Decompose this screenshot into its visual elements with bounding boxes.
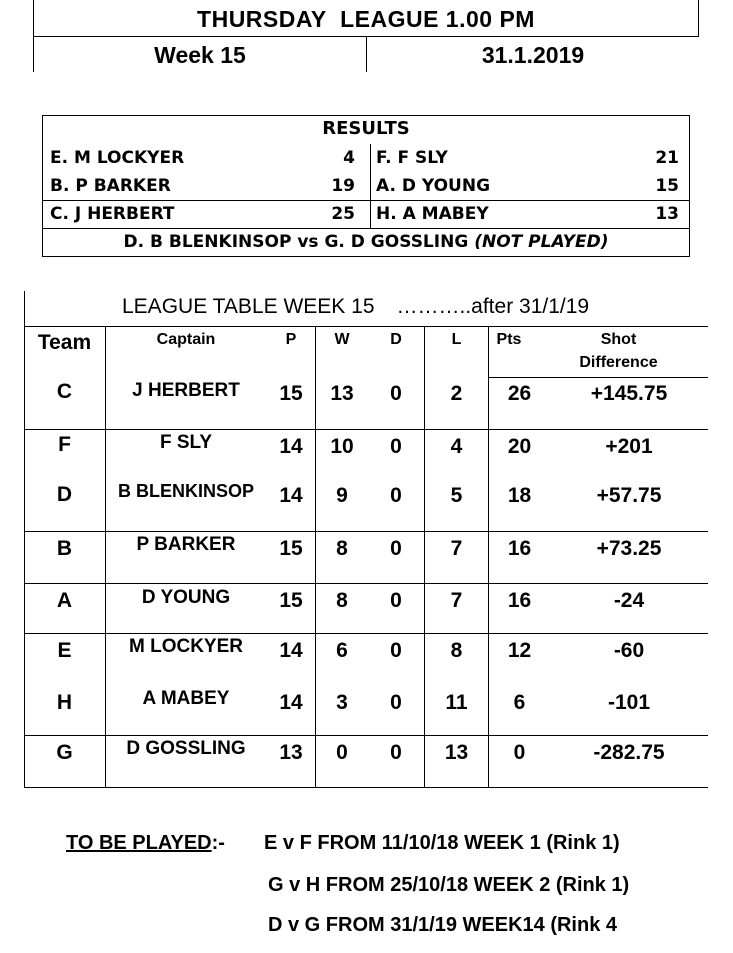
- result-row: [43, 200, 689, 228]
- result-left-score: 25: [331, 204, 355, 224]
- team-cell: B: [56, 537, 73, 560]
- won-cell: 10: [330, 435, 354, 458]
- results-box: [42, 115, 690, 257]
- table-rule: [24, 633, 708, 634]
- diff-cell: -101: [607, 691, 651, 714]
- team-cell: H: [56, 691, 73, 714]
- diff-cell: -60: [613, 639, 645, 662]
- played-cell: 14: [279, 691, 303, 714]
- points-cell: 20: [507, 435, 532, 458]
- team-cell: D: [56, 483, 73, 506]
- captain-cell: J HERBERT: [132, 380, 240, 401]
- not-played-match: [43, 228, 689, 256]
- header-box: [33, 0, 699, 72]
- league-table-title: [122, 295, 589, 319]
- points-cell: 26: [507, 382, 532, 405]
- diff-cell: +145.75: [590, 382, 668, 405]
- drawn-cell: 0: [390, 537, 402, 560]
- team-cell: G: [56, 741, 73, 764]
- won-cell: 8: [336, 537, 348, 560]
- lost-cell: 8: [450, 639, 463, 662]
- week-label: Week 15: [154, 42, 246, 68]
- result-right-score: 21: [655, 148, 679, 168]
- result-right-team: A. D YOUNG: [376, 176, 491, 196]
- diff-cell: -282.75: [593, 741, 665, 764]
- results-rule: [43, 200, 689, 201]
- table-rule: [24, 787, 708, 788]
- result-right-score: 13: [655, 204, 679, 224]
- drawn-cell: 0: [390, 589, 402, 612]
- drawn-cell: 0: [390, 741, 402, 764]
- result-left-score: 4: [343, 148, 355, 168]
- captain-cell: F SLY: [159, 432, 213, 453]
- header-drawn: D: [390, 331, 402, 348]
- captain-cell: D YOUNG: [141, 587, 231, 608]
- result-left-score: 19: [331, 176, 355, 196]
- played-cell: 13: [279, 741, 303, 764]
- result-right-team: H. A MABEY: [376, 204, 489, 224]
- captain-cell: M LOCKYER: [129, 636, 243, 657]
- points-cell: 16: [507, 537, 532, 560]
- results-title: RESULTS: [322, 118, 410, 139]
- fixture-item: D v G FROM 31/1/19 WEEK14 (Rink 4: [268, 914, 617, 936]
- played-cell: 15: [279, 382, 303, 405]
- result-right-score: 15: [655, 176, 679, 196]
- played-cell: 15: [279, 589, 303, 612]
- won-cell: 0: [336, 741, 348, 764]
- table-rule: [24, 531, 708, 532]
- captain-cell: D GOSSLING: [126, 738, 246, 759]
- lost-cell: 2: [450, 382, 463, 405]
- date-label: 31.1.2019: [481, 42, 585, 68]
- to-be-played-label: [66, 832, 225, 855]
- lost-cell: 13: [444, 741, 469, 764]
- points-cell: 18: [507, 484, 532, 507]
- diff-cell: -24: [613, 589, 645, 612]
- played-cell: 14: [279, 435, 303, 458]
- header-won: W: [334, 331, 350, 348]
- table-rule: [24, 735, 708, 736]
- lost-cell: 5: [450, 484, 463, 507]
- fixture-item: E v F FROM 11/10/18 WEEK 1 (Rink 1): [264, 832, 620, 854]
- played-cell: 15: [279, 537, 303, 560]
- drawn-cell: 0: [390, 691, 402, 714]
- points-cell: 0: [513, 741, 526, 764]
- league-title: THURSDAY LEAGUE 1.00 PM: [33, 0, 699, 37]
- result-left-team: E. M LOCKYER: [50, 148, 185, 168]
- fixture-item: G v H FROM 25/10/18 WEEK 2 (Rink 1): [268, 874, 630, 896]
- league-table-after: ………..after 31/1/19: [396, 295, 590, 318]
- result-row: [43, 144, 689, 172]
- played-cell: 14: [279, 639, 303, 662]
- header-captain: Captain: [156, 331, 216, 348]
- header-lost: L: [451, 331, 462, 348]
- points-cell: 16: [507, 589, 532, 612]
- league-table-heading: LEAGUE TABLE WEEK 15: [122, 295, 375, 318]
- lost-cell: 11: [445, 691, 468, 714]
- header-points: Pts: [496, 331, 522, 348]
- table-rule: [24, 583, 708, 584]
- table-rule: [24, 429, 708, 430]
- header-team: Team: [37, 331, 92, 354]
- drawn-cell: 0: [390, 382, 402, 405]
- won-cell: 8: [336, 589, 348, 612]
- header-shot: Shot: [600, 331, 637, 348]
- result-row: [43, 172, 689, 200]
- team-cell: C: [56, 380, 73, 403]
- points-cell: 6: [513, 691, 526, 714]
- team-cell: F: [58, 433, 71, 456]
- played-cell: 14: [279, 484, 303, 507]
- lost-cell: 7: [450, 589, 463, 612]
- won-cell: 13: [330, 382, 354, 405]
- captain-cell: B BLENKINSOP: [117, 481, 254, 501]
- league-table: [24, 291, 708, 788]
- table-rule: [24, 326, 708, 327]
- drawn-cell: 0: [390, 484, 402, 507]
- result-right-team: F. F SLY: [376, 148, 448, 168]
- captain-cell: A MABEY: [142, 688, 230, 709]
- won-cell: 6: [336, 639, 348, 662]
- captain-cell: P BARKER: [136, 534, 236, 555]
- drawn-cell: 0: [390, 639, 402, 662]
- won-cell: 3: [336, 691, 348, 714]
- won-cell: 9: [336, 484, 348, 507]
- team-cell: A: [56, 589, 73, 612]
- result-left-team: C. J HERBERT: [50, 204, 175, 224]
- results-divider: [370, 144, 371, 228]
- not-played-teams: D. B BLENKINSOP vs G. D GOSSLING: [123, 232, 469, 252]
- header-difference: Difference: [579, 354, 658, 371]
- table-rule: [488, 377, 708, 378]
- diff-cell: +57.75: [596, 484, 662, 507]
- diff-cell: +73.25: [596, 537, 662, 560]
- drawn-cell: 0: [390, 435, 402, 458]
- lost-cell: 4: [450, 435, 463, 458]
- team-cell: E: [57, 639, 72, 662]
- result-left-team: B. P BARKER: [50, 176, 171, 196]
- not-played-note: (NOT PLAYED): [474, 232, 609, 252]
- lost-cell: 7: [450, 537, 463, 560]
- to-be-played-heading: TO BE PLAYED: [66, 832, 212, 854]
- to-be-played-suffix: :-: [211, 832, 225, 854]
- header-played: P: [285, 331, 297, 348]
- diff-cell: +201: [605, 435, 653, 458]
- points-cell: 12: [507, 639, 532, 662]
